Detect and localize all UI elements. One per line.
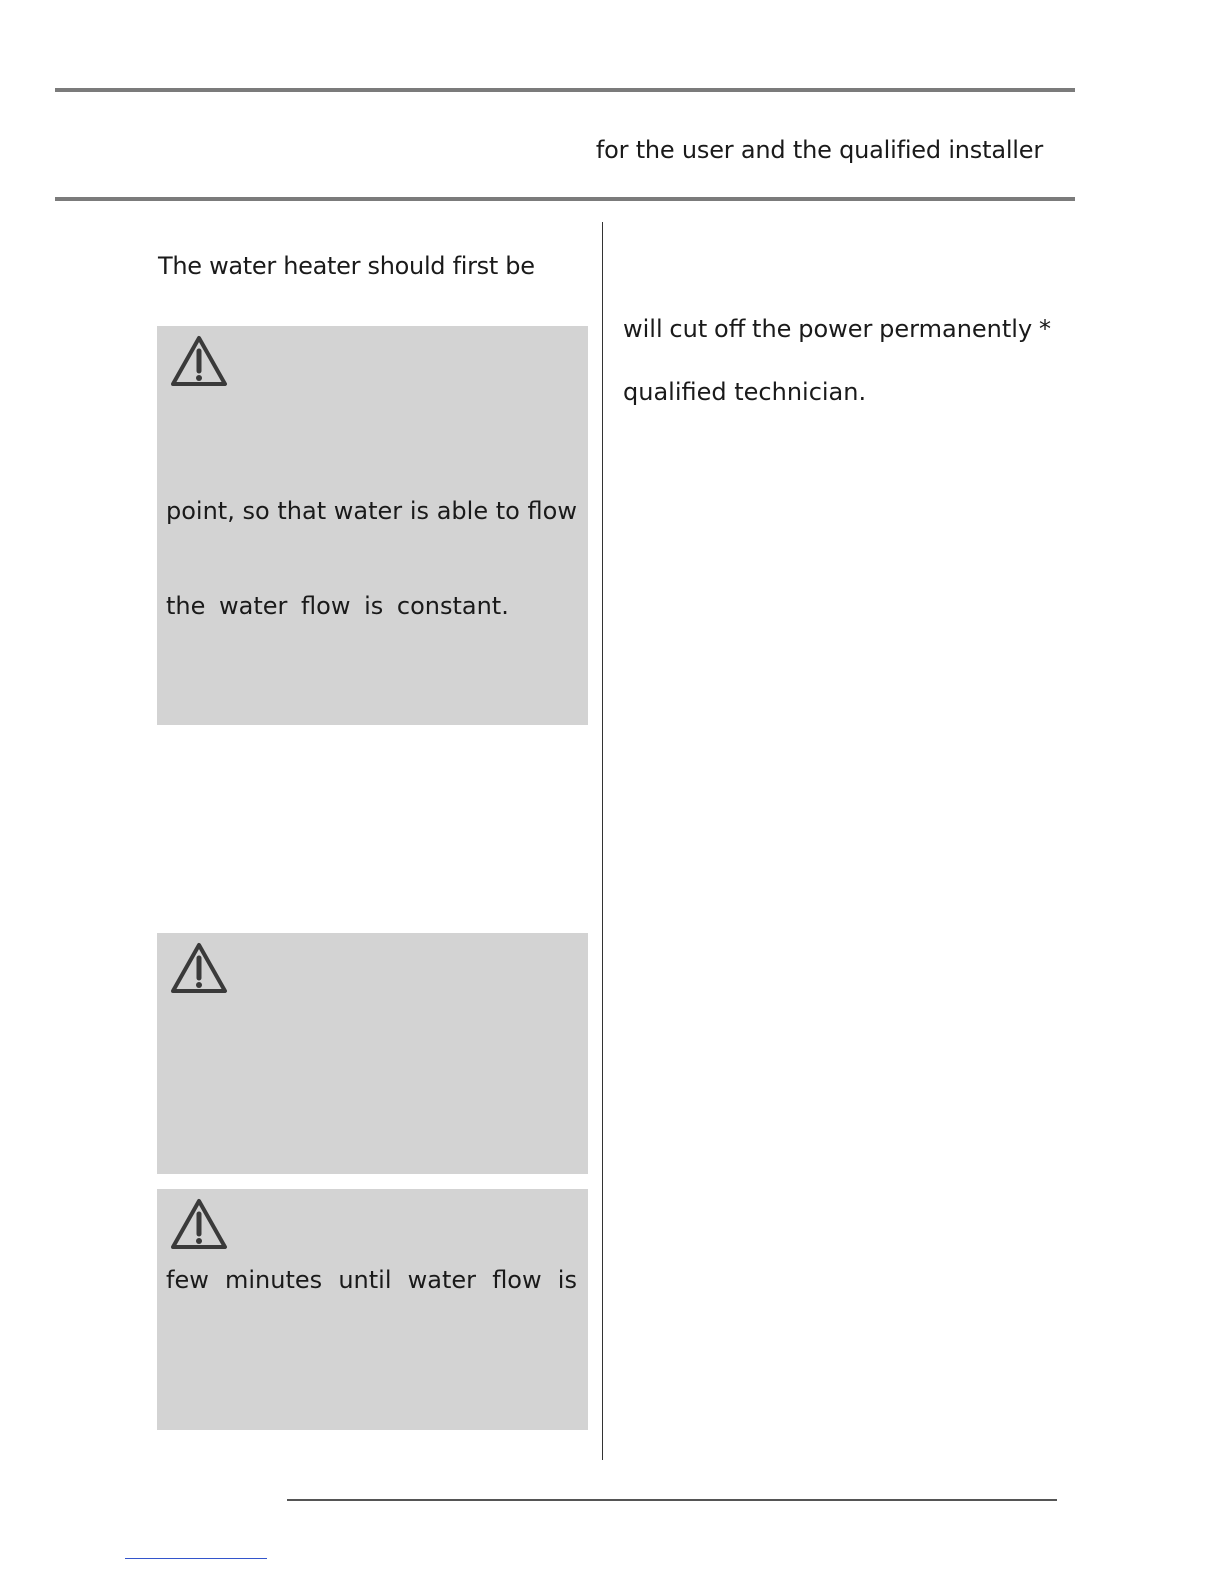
footer-link-underline — [125, 1558, 267, 1559]
warning-box-1 — [157, 326, 588, 725]
word: water — [333, 497, 403, 525]
warning-box-1-line-2: the water flow is constant. — [166, 592, 509, 620]
warning-box-3-line-1 — [166, 1266, 577, 1294]
header-bottom-rule — [55, 197, 1075, 201]
word: permanently — [879, 315, 1033, 343]
warning-triangle-icon — [169, 941, 229, 995]
word: power — [798, 315, 873, 343]
intro-text: The water heater should first be — [158, 252, 535, 280]
word: flow — [492, 1266, 542, 1294]
word: will — [623, 315, 663, 343]
footer-rule — [287, 1499, 1057, 1501]
warning-triangle-icon — [169, 334, 229, 388]
word: flow — [527, 497, 577, 525]
right-column-line-2: qualified technician. — [623, 378, 867, 406]
word: is — [557, 1266, 577, 1294]
word: point, — [166, 497, 235, 525]
warning-box-2 — [157, 933, 588, 1174]
word: is — [409, 497, 430, 525]
word: * — [1038, 315, 1051, 343]
word: able — [436, 497, 489, 525]
word: water — [407, 1266, 477, 1294]
page-subtitle: for the user and the qualified installer — [595, 136, 1043, 164]
warning-box-3 — [157, 1189, 588, 1430]
word: the — [752, 315, 792, 343]
word: cut — [669, 315, 708, 343]
word: that — [277, 497, 327, 525]
word: to — [495, 497, 520, 525]
word: until — [338, 1266, 392, 1294]
warning-box-1-line-1 — [166, 497, 577, 525]
word: so — [242, 497, 270, 525]
word: minutes — [225, 1266, 323, 1294]
word: few — [166, 1266, 209, 1294]
warning-triangle-icon — [169, 1197, 229, 1251]
word: off — [714, 315, 746, 343]
column-divider — [602, 222, 603, 1460]
right-column-line-1 — [623, 315, 1051, 343]
header-top-rule — [55, 88, 1075, 92]
